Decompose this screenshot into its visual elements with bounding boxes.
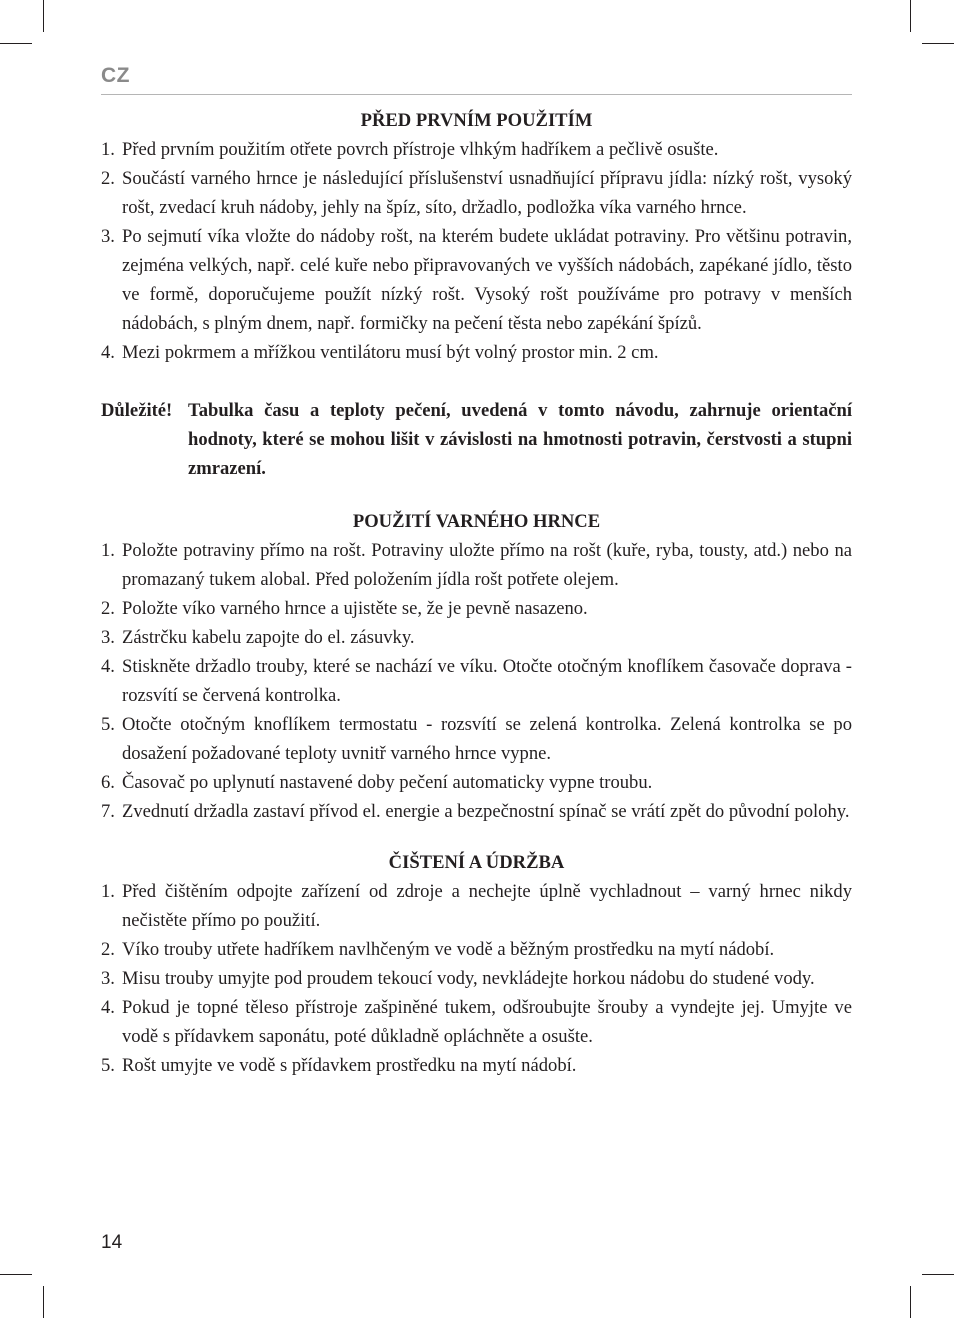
list-item (101, 222, 852, 338)
language-label: CZ (101, 64, 130, 87)
crop-mark-top-right-vertical (910, 0, 911, 32)
item-text: Před prvním použitím otřete povrch přístroje vlhkým hadříkem a pečlivě osušte. (122, 139, 719, 160)
list-item (101, 877, 852, 935)
crop-mark-top-right-horizontal (922, 43, 954, 44)
list-item (101, 797, 852, 826)
list-item (101, 768, 852, 797)
crop-mark-bottom-left-horizontal (0, 1274, 32, 1275)
item-number: 1. (101, 540, 115, 561)
item-number: 3. (101, 627, 115, 648)
item-text: Rošt umyjte ve vodě s přídavkem prostředku na mytí nádobí. (122, 1055, 577, 1076)
item-text: Stiskněte držadlo trouby, které se nachází ve víku. Otočte otočným knoflíkem časovače doprava - rozsvítí se červená kontrolka. (122, 656, 852, 706)
list-item (101, 594, 852, 623)
page-number: 14 (101, 1232, 123, 1253)
list-item (101, 1051, 852, 1080)
list-item (101, 964, 852, 993)
list-item (101, 710, 852, 768)
section-title: ČIŠTENÍ A ÚDRŽBA (388, 852, 565, 873)
important-note (101, 396, 852, 483)
item-number: 4. (101, 997, 115, 1018)
item-number: 2. (101, 168, 115, 189)
crop-mark-top-left-horizontal (0, 43, 32, 44)
item-number: 4. (101, 342, 115, 363)
item-text: Zvednutí držadla zastaví přívod el. energie a bezpečnostní spínač se vrátí zpět do původní polohy. (122, 801, 850, 822)
section-title: PŘED PRVNÍM POUŽITÍM (360, 110, 593, 131)
list-item (101, 623, 852, 652)
item-text: Časovač po uplynutí nastavené doby pečení automaticky vypne troubu. (122, 772, 653, 793)
list-item (101, 993, 852, 1051)
crop-mark-bottom-left-vertical (43, 1286, 44, 1318)
item-number: 1. (101, 881, 115, 902)
instruction-list (101, 877, 852, 1080)
item-text: Misu trouby umyjte pod proudem tekoucí vody, nevkládejte horkou nádobu do studené vody. (122, 968, 815, 989)
instruction-list (101, 135, 852, 367)
crop-mark-bottom-right-vertical (910, 1286, 911, 1318)
section-usage (101, 507, 852, 826)
item-text: Položte potraviny přímo na rošt. Potraviny uložte přímo na rošt (kuře, ryba, tousty, atd.) nebo na promazaný tukem alobal. Před položením jídla rošt potřete olejem. (122, 540, 852, 590)
item-text: Víko trouby utřete hadříkem navlhčeným ve vodě a běžným prostředku na mytí nádobí. (122, 939, 775, 960)
note-text: Tabulka času a teploty pečení, uvedená v tomto návodu, zahrnuje orientační hodnoty, které se mohou lišit v závislosti na hmotnosti potravin, čerstvosti a stupni zmrazení. (188, 400, 852, 479)
item-text: Otočte otočným knoflíkem termostatu - rozsvítí se zelená kontrolka. Zelená kontrolka se po dosažení požadované teploty uvnitř varného hrnce vypne. (122, 714, 852, 764)
item-number: 7. (101, 801, 115, 822)
page-content (101, 106, 852, 1080)
item-number: 3. (101, 968, 115, 989)
section-cleaning (101, 848, 852, 1080)
item-text: Součástí varného hrnce je následující příslušenství usnadňující přípravu jídla: nízký rošt, vysoký rošt, zvedací kruh nádoby, jehly na špíz, síto, držadlo, podložka víka varného hrnce. (122, 168, 852, 218)
item-number: 5. (101, 1055, 115, 1076)
note-label: Důležité! (101, 400, 173, 421)
crop-mark-bottom-right-horizontal (922, 1274, 954, 1275)
crop-mark-top-left-vertical (43, 0, 44, 32)
list-item (101, 536, 852, 594)
item-number: 4. (101, 656, 115, 677)
item-text: Zástrčku kabelu zapojte do el. zásuvky. (122, 627, 415, 648)
item-text: Mezi pokrmem a mřížkou ventilátoru musí být volný prostor min. 2 cm. (122, 342, 659, 363)
item-text: Po sejmutí víka vložte do nádoby rošt, na kterém budete ukládat potraviny. Pro většinu potravin, zejména velkých, např. celé kuře nebo připravovaných ve vyšších nádobách, zapékané jídlo, těsto ve formě, doporučujeme použít nízký rošt. Vysoký rošt používáme pro potravy v menších nádobách, s plným dnem, např. formičky na pečení těsta nebo zapékání špízů. (122, 226, 852, 334)
section-first-use (101, 106, 852, 367)
list-item (101, 135, 852, 164)
list-item (101, 164, 852, 222)
list-item (101, 935, 852, 964)
item-number: 1. (101, 139, 115, 160)
item-number: 2. (101, 598, 115, 619)
list-item (101, 652, 852, 710)
header-divider (101, 94, 852, 95)
item-text: Pokud je topné těleso přístroje zašpiněné tukem, odšroubujte šrouby a vyndejte jej. Umyjte ve vodě s přídavkem saponátu, poté důkladně opláchněte a osušte. (122, 997, 852, 1047)
item-number: 5. (101, 714, 115, 735)
item-number: 3. (101, 226, 115, 247)
item-text: Před čištěním odpojte zařízení od zdroje a nechejte úplně vychladnout – varný hrnec nikdy nečistěte přímo po použití. (122, 881, 852, 931)
list-item (101, 338, 852, 367)
section-title: POUŽITÍ VARNÉHO HRNCE (352, 511, 601, 532)
instruction-list (101, 536, 852, 826)
item-number: 2. (101, 939, 115, 960)
item-text: Položte víko varného hrnce a ujistěte se, že je pevně nasazeno. (122, 598, 588, 619)
item-number: 6. (101, 772, 115, 793)
